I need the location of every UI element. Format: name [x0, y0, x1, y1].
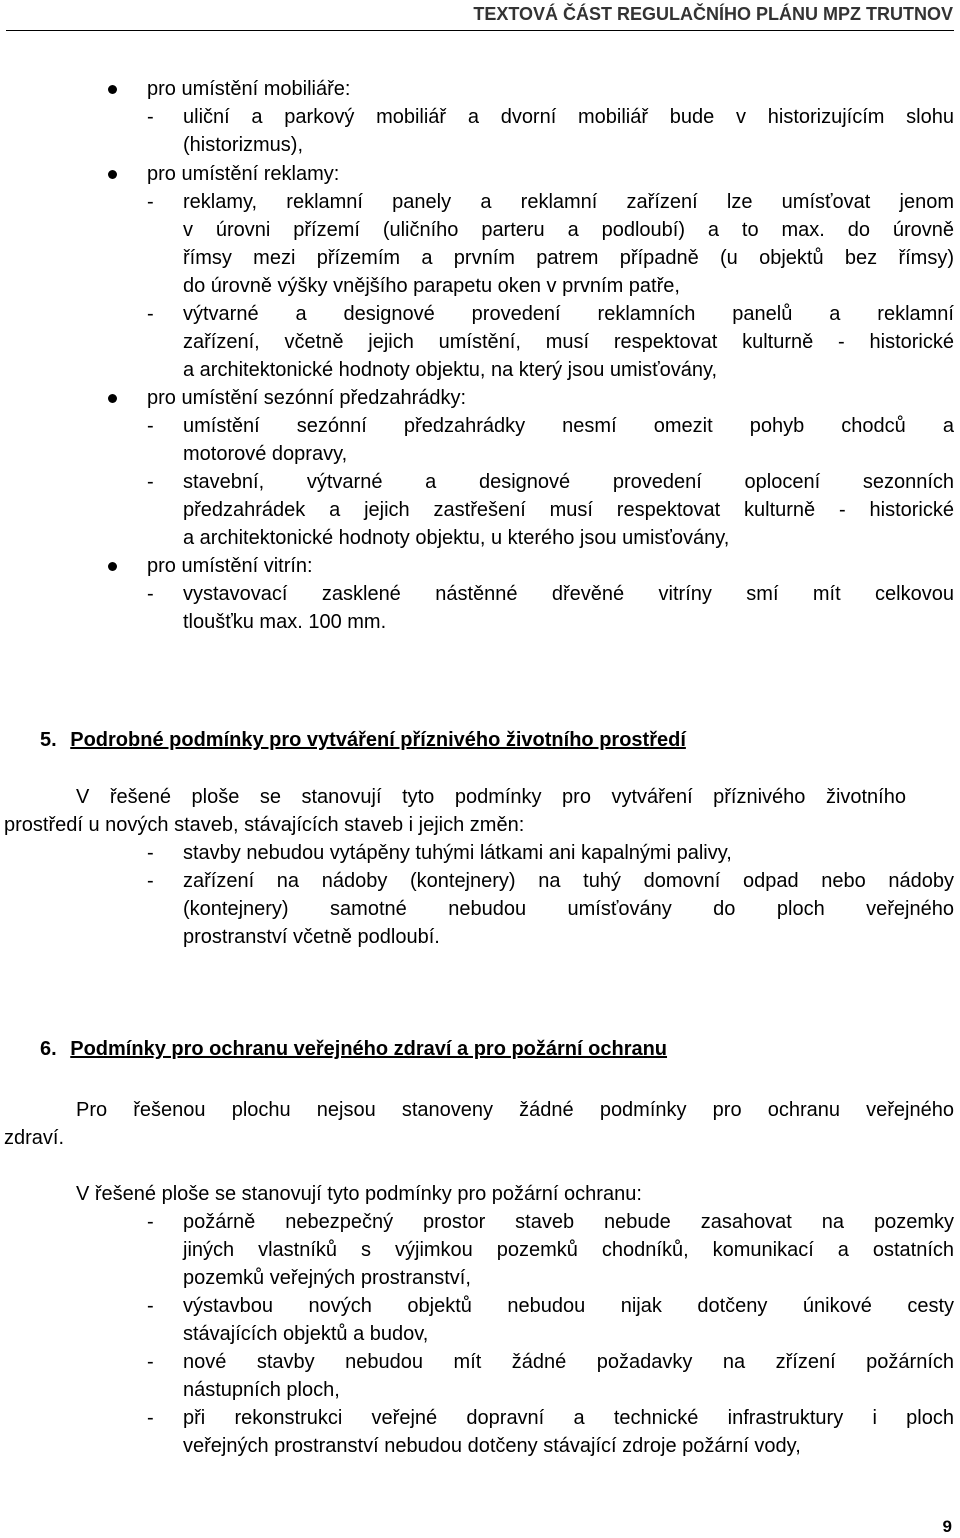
- list-line: v úrovni přízemí (uličního parteru a podloubí) a to max. do úrovně: [183, 219, 954, 241]
- list-line: předzahrádek a jejich zastřešení musí respektovat kulturně - historické: [183, 499, 954, 521]
- section-number: 5.: [40, 729, 57, 751]
- list-line: (kontejnery) samotné nebudou umísťovány do ploch veřejného: [183, 898, 954, 920]
- list-line: a architektonické hodnoty objektu, u kterého jsou umisťovány,: [183, 527, 730, 549]
- dash-marker: -: [147, 106, 154, 128]
- page-number: 9: [942, 1517, 952, 1536]
- list-line: požárně nebezpečný prostor staveb nebude zasahovat na pozemky: [183, 1211, 954, 1233]
- list-line: nové stavby nebudou mít žádné požadavky na zřízení požárních: [183, 1351, 954, 1373]
- paragraph-line: V řešené ploše se stanovují tyto podmínky pro požární ochranu:: [76, 1183, 642, 1205]
- list-line: stavební, výtvarné a designové provedení oplocení sezonních: [183, 471, 954, 493]
- bullet-icon: [108, 394, 117, 403]
- list-line: tloušťku max. 100 mm.: [183, 611, 387, 633]
- list-line: při rekonstrukci veřejné dopravní a technické infrastruktury i ploch: [183, 1407, 954, 1429]
- section-title: Podmínky pro ochranu veřejného zdraví a pro požární ochranu: [70, 1038, 668, 1060]
- list-line: pozemků veřejných prostranství,: [183, 1267, 471, 1289]
- dash-marker: -: [147, 1295, 154, 1317]
- list-line: (historizmus),: [183, 134, 304, 156]
- dash-marker: -: [147, 842, 154, 864]
- list-line: uliční a parkový mobiliář a dvorní mobiliář bude v historizujícím slohu: [183, 106, 954, 128]
- dash-marker: -: [147, 1407, 154, 1429]
- bullet-title: pro umístění sezónní předzahrádky:: [147, 387, 467, 409]
- paragraph-line: prostředí u nových staveb, stávajících staveb i jejich změn:: [4, 814, 525, 836]
- paragraph-line: Pro řešenou plochu nejsou stanoveny žádné podmínky pro ochranu veřejného: [76, 1099, 954, 1121]
- bullet-title: pro umístění vitrín:: [147, 555, 313, 577]
- dash-marker: -: [147, 870, 154, 892]
- list-line: do úrovně výšky vnějšího parapetu oken v prvním patře,: [183, 275, 680, 297]
- list-line: prostranství včetně podloubí.: [183, 926, 440, 948]
- bullet-icon: [108, 562, 117, 571]
- list-line: motorové dopravy,: [183, 443, 348, 465]
- section-title: Podrobné podmínky pro vytváření příznivého životního prostředí: [70, 729, 686, 751]
- dash-marker: -: [147, 1351, 154, 1373]
- list-line: reklamy, reklamní panely a reklamní zařízení lze umísťovat jenom: [183, 191, 954, 213]
- paragraph-line: V řešené ploše se stanovují tyto podmínky pro vytváření příznivého životního: [76, 786, 906, 808]
- list-line: výtvarné a designové provedení reklamních panelů a reklamní: [183, 303, 954, 325]
- bullet-title: pro umístění mobiliáře:: [147, 78, 351, 100]
- page-header-title: TEXTOVÁ ČÁST REGULAČNÍHO PLÁNU MPZ TRUTNOV: [473, 4, 953, 24]
- list-line: umístění sezónní předzahrádky nesmí omezit pohyb chodců a: [183, 415, 954, 437]
- dash-marker: -: [147, 583, 154, 605]
- list-line: veřejných prostranství nebudou dotčeny stávající zdroje požární vody,: [183, 1435, 801, 1457]
- bullet-icon: [108, 85, 117, 94]
- list-line: zařízení, včetně jejich umístění, musí respektovat kulturně - historické: [183, 331, 954, 353]
- paragraph-line: zdraví.: [4, 1127, 65, 1149]
- dash-marker: -: [147, 415, 154, 437]
- list-line: stavby nebudou vytápěny tuhými látkami ani kapalnými palivy,: [183, 842, 732, 864]
- list-line: vystavovací zasklené nástěnné dřevěné vitríny smí mít celkovou: [183, 583, 954, 605]
- list-line: a architektonické hodnoty objektu, na který jsou umisťovány,: [183, 359, 718, 381]
- list-line: stávajících objektů a budov,: [183, 1323, 429, 1345]
- dash-marker: -: [147, 471, 154, 493]
- bullet-title: pro umístění reklamy:: [147, 163, 340, 185]
- dash-marker: -: [147, 1211, 154, 1233]
- header-rule: [6, 30, 954, 31]
- section-heading: [40, 726, 686, 754]
- list-line: zařízení na nádoby (kontejnery) na tuhý domovní odpad nebo nádoby: [183, 870, 954, 892]
- list-line: římsy mezi přízemím a prvním patrem případně (u objektů bez římsy): [183, 247, 954, 269]
- bullet-icon: [108, 170, 117, 179]
- list-line: výstavbou nových objektů nebudou nijak dotčeny únikové cesty: [183, 1295, 954, 1317]
- list-line: nástupních ploch,: [183, 1379, 340, 1401]
- section-heading: [40, 1035, 667, 1063]
- dash-marker: -: [147, 191, 154, 213]
- dash-marker: -: [147, 303, 154, 325]
- list-line: jiných vlastníků s výjimkou pozemků chodníků, komunikací a ostatních: [183, 1239, 954, 1261]
- section-number: 6.: [40, 1038, 57, 1060]
